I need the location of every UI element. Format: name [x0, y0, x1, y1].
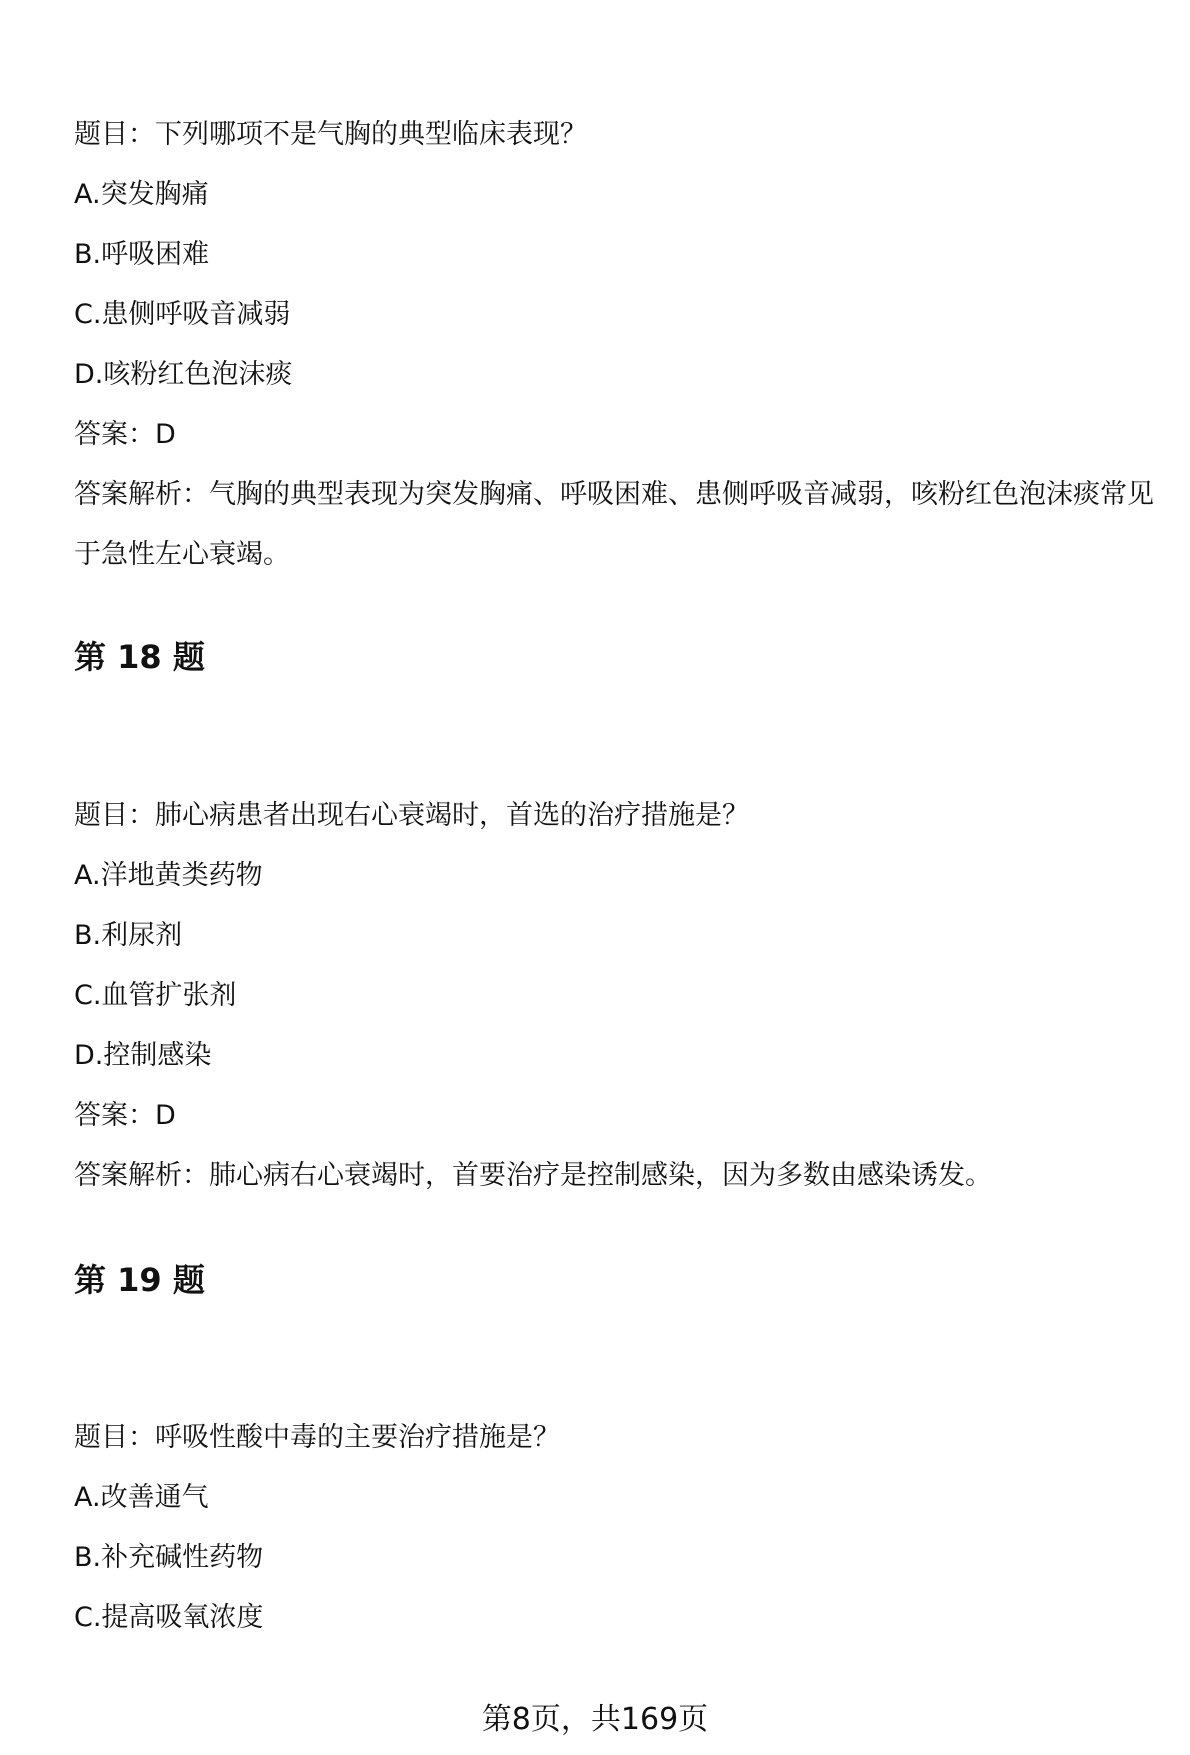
question-text: 题目：下列哪项不是气胸的典型临床表现？	[74, 119, 587, 150]
question-text: 题目：呼吸性酸中毒的主要治疗措施是？	[74, 1422, 560, 1453]
option-b: B.利尿剂	[74, 920, 183, 951]
option-b: B.呼吸困难	[74, 239, 210, 270]
option-c: C.患侧呼吸音减弱	[74, 299, 291, 330]
option-d: D.控制感染	[74, 1040, 212, 1071]
option-d: D.咳粉红色泡沫痰	[74, 359, 293, 390]
option-a: A.洋地黄类药物	[74, 860, 263, 891]
question-text: 题目：肺心病患者出现右心衰竭时，首选的治疗措施是？	[74, 800, 749, 831]
answer-text: 答案：D	[74, 1100, 176, 1131]
option-c: C.提高吸氧浓度	[74, 1602, 264, 1633]
option-b: B.补充碱性药物	[74, 1542, 264, 1573]
option-a: A.改善通气	[74, 1482, 209, 1513]
page-number: 第8页，共169页	[481, 1702, 709, 1737]
option-c: C.血管扩张剂	[74, 980, 237, 1011]
explanation-text: 答案解析：气胸的典型表现为突发胸痛、呼吸困难、患侧呼吸音减弱，咳粉红色泡沫痰常见于急性左心衰竭。	[74, 479, 1154, 570]
question-heading: 第 19 题	[74, 1261, 205, 1299]
explanation-text: 答案解析：肺心病右心衰竭时，首要治疗是控制感染，因为多数由感染诱发。	[74, 1160, 992, 1191]
answer-text: 答案：D	[74, 419, 176, 450]
option-a: A.突发胸痛	[74, 179, 209, 210]
question-heading: 第 18 题	[74, 638, 205, 676]
